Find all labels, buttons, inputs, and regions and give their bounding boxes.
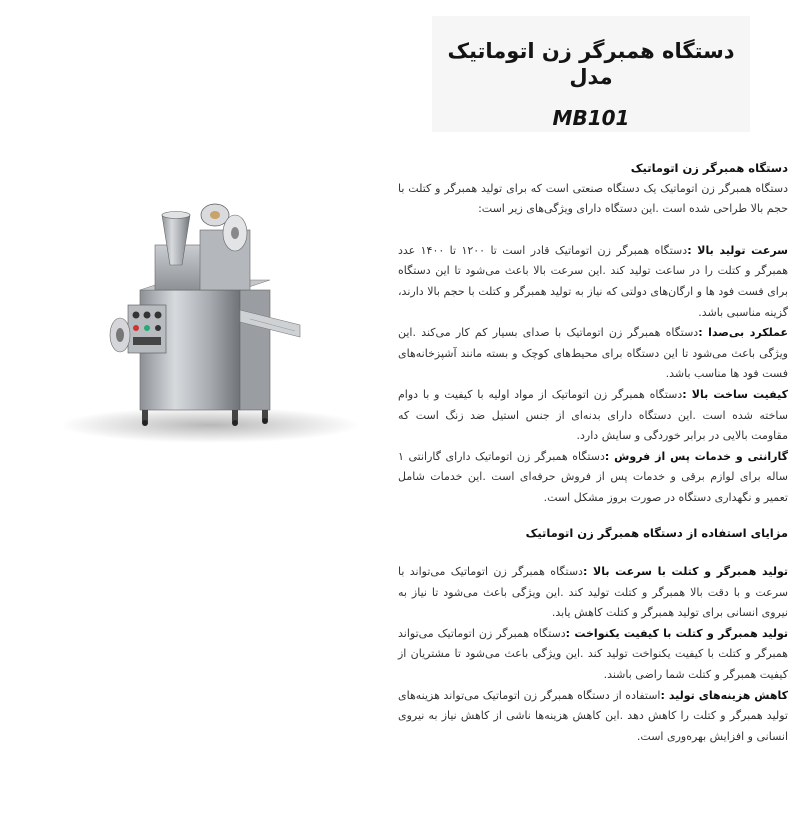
feature-label: عملکرد بی‌صدا : [698,326,788,340]
spacer [398,543,788,562]
feature-label: گارانتی و خدمات پس از فروش : [604,449,789,463]
model-number: MB101 [552,106,630,130]
feature-text: دستگاه همبرگر زن اتوماتیک قادر است تا ۱۲۰۰ تا ۱۴۰۰ عدد همبرگر و کتلت را در ساعت تولید کند .این سرعت بالا باعث می‌شود تا این دستگاه برای فست فود ها و ارگان‌های دولتی که نیاز به تولید همبرگر و کتلت با حجم بالا دارند، گزینه مناسبی باشد. [398,243,788,319]
section1-intro: دستگاه همبرگر زن اتوماتیک یک دستگاه صنعتی است که برای تولید همبرگر و کتلت با حجم بالا طراحی شده است .این دستگاه دارای ویژگی‌های زیر است: [398,181,788,216]
benefit-text: استفاده از دستگاه همبرگر زن اتوماتیک می‌تواند هزینه‌های تولید همبرگر و کتلت را کاهش دهد .این کاهش هزینه‌ها ناشی از کاهش نیاز به نیروی انسانی و افزایش بهره‌وری است. [398,688,788,743]
title-box [432,16,750,132]
benefit-paragraph [398,624,788,686]
feature-text: دستگاه همبرگر زن اتوماتیک از مواد اولیه با کیفیت و با دوام ساخته شده است .این دستگاه دارای بدنه‌ای از جنس استیل ضد زنگ است که مقاومت بالایی در برابر خوردگی و سایش دارد. [398,387,788,443]
hamburger-machine-image [50,185,370,455]
feature-paragraph [398,385,788,447]
section1-heading: دستگاه همبرگر زن اتوماتیک [630,161,788,175]
spacer [398,509,788,523]
benefit-label: تولید همبرگر و کتلت با سرعت بالا : [582,565,788,579]
benefit-label: کاهش هزینه‌های تولید : [660,688,788,702]
benefit-text: دستگاه همبرگر زن اتوماتیک می‌تواند همبرگر و کتلت با کیفیت یکنواخت تولید کند .این ویژگی باعث می‌شود تا مشتریان از کیفیت همبرگر و کتلت شما راضی باشند. [398,626,788,682]
benefit-label: تولید همبرگر و کتلت با کیفیت یکنواخت : [565,626,788,640]
feature-paragraph [398,323,788,385]
benefit-paragraph [398,562,788,624]
spacer [398,220,788,241]
feature-text: دستگاه همبرگر زن اتوماتیک دارای گارانتی ۱ ساله برای لوازم برقی و خدمات پس از فروش حرفه‌ای است .این خدمات شامل تعمیر و نگهداری دستگاه در صورت بروز مشکل است. [398,449,788,504]
page-title: دستگاه همبرگر زن اتوماتیک مدل [447,39,735,89]
feature-label: کیفیت ساخت بالا : [682,387,788,401]
feature-label: سرعت تولید بالا : [687,243,788,257]
feature-text: دستگاه همبرگر زن اتوماتیک با صدای بسیار کم کار می‌کند .این ویژگی باعث می‌شود تا این دستگاه برای محیط‌های کوچک و بسته مانند آشپزخانه‌های فست فود ها مناسب باشد. [398,326,788,381]
feature-paragraph [398,447,788,509]
feature-paragraph [398,241,788,323]
section2-heading: مزایای استفاده از دستگاه همبرگر زن اتوماتیک [525,525,788,540]
article-body [398,158,788,747]
benefit-paragraph [398,686,788,748]
benefit-text: دستگاه همبرگر زن اتوماتیک می‌تواند با سرعت و با دقت بالا همبرگر و کتلت تولید کند .این ویژگی باعث می‌شود تا نیاز به نیروی انسانی برای تولید همبرگر و کتلت کاهش یابد. [398,565,788,620]
